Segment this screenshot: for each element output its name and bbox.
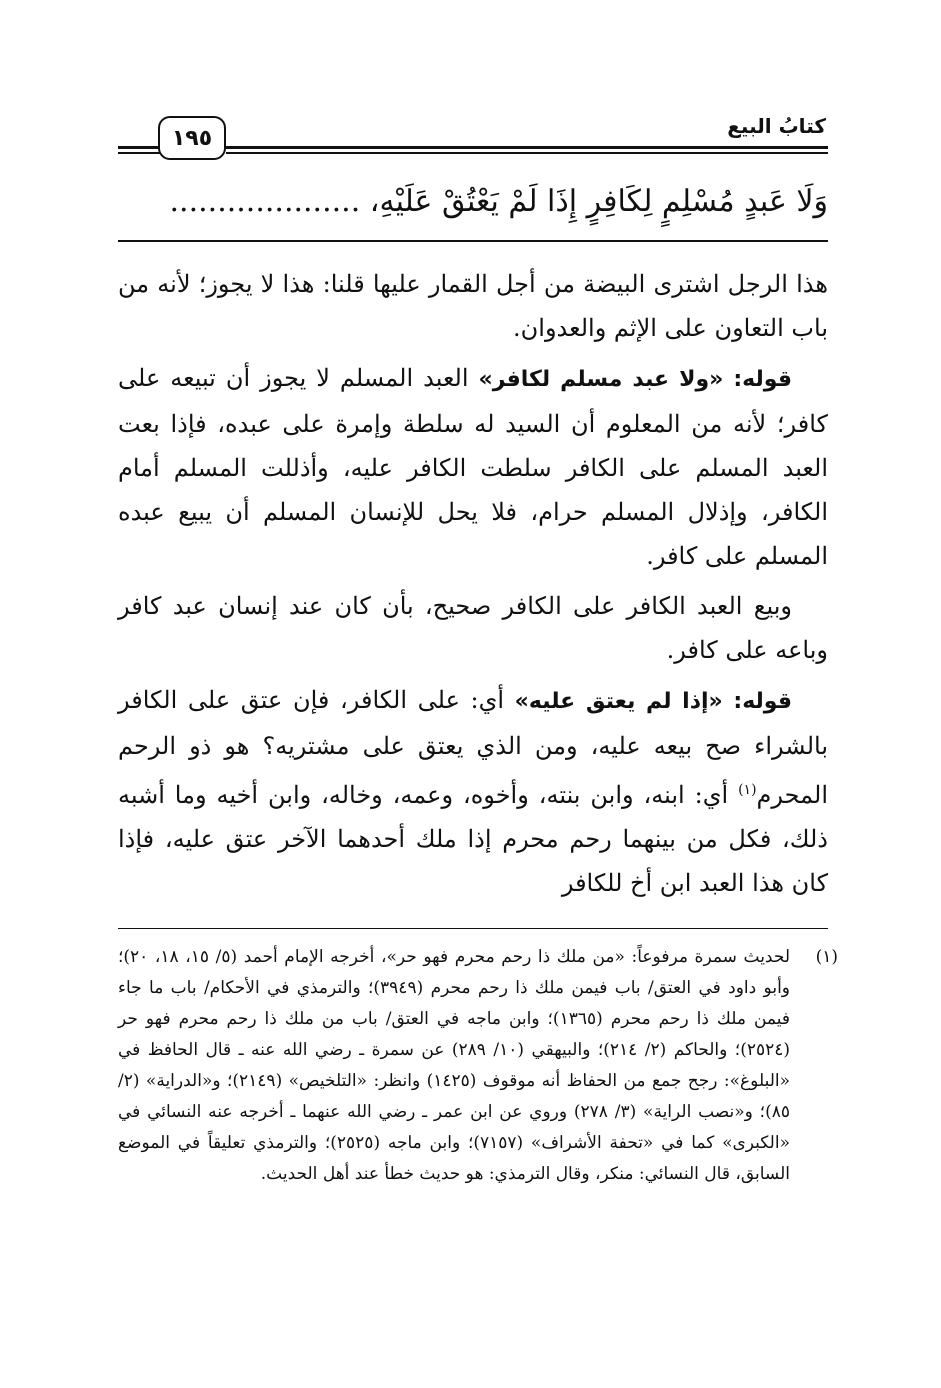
chapter-title: كتابُ البيع <box>727 114 826 138</box>
footnote <box>118 942 838 1190</box>
matn-dots: .................... <box>169 184 361 219</box>
page-number-box <box>158 116 226 160</box>
footnote-number: (١) <box>815 947 838 967</box>
paragraph-lead: قوله: «إذا لم يعتق عليه» <box>514 689 792 714</box>
paragraph-text: العبد المسلم لا يجوز أن تبيعه على كافر؛ لأنه من المعلوم أن السيد له سلطة وإمرة على عبده، فإذا بعت العبد المسلم على الكافر سلطت الكافر عليه، وأذللت المسلم أمام الكافر، وإذلال المسلم حرام، فلا يحل للإنسان المسلم أن يبيع عبده المسلم على كافر. <box>118 364 828 570</box>
matn-text: وَلَا عَبدٍ مُسْلِمٍ لِكَافِرٍ إِذَا لَمْ يَعْتُقْ عَلَيْهِ، <box>369 184 828 219</box>
paragraph-text: وبيع العبد الكافر على الكافر صحيح، بأن كان عند إنسان عبد كافر وباعه على كافر. <box>118 592 828 664</box>
paragraph-text: أي: على الكافر، فإن عتق على الكافر بالشراء صح بيعه عليه، ومن الذي يعتق على مشتريه؟ هو ذو الرحم المحرم <box>118 686 828 809</box>
matn-verse <box>118 180 828 224</box>
commentary-body <box>118 262 828 911</box>
page-number: ١٩٥ <box>171 125 213 151</box>
paragraph-3 <box>118 584 828 672</box>
header-rule-left-bottom <box>118 152 160 154</box>
matn-divider <box>118 240 828 242</box>
paragraph-text-cont: أي: ابنه، وابن بنته، وأخوه، وعمه، وخاله، وابن أخيه وما أشبه ذلك، فكل من بينهما رحم محرم إذا ملك أحدهما الآخر عتق عليه، فإذا كان هذا العبد ابن أخ للكافر <box>118 781 828 897</box>
paragraph-4 <box>118 678 828 905</box>
footnote-divider <box>118 928 828 929</box>
page-header <box>118 112 828 162</box>
paragraph-text: هذا الرجل اشترى البيضة من أجل القمار عليها قلنا: هذا لا يجوز؛ لأنه من باب التعاون على الإثم والعدوان. <box>118 270 828 342</box>
footnote-text: لحديث سمرة مرفوعاً: «من ملك ذا رحم محرم فهو حر»، أخرجه الإمام أحمد (٥/ ١٥، ١٨، ٢٠)؛ وأبو داود في العتق/ باب فيمن ملك ذا رحم محرم (٣٩٤٩)؛ والترمذي في الأحكام/ باب ما جاء فيمن ملك ذا رحم محرم (١٣٦٥)؛ وابن ماجه في العتق/ باب من ملك ذا رحم محرم فهو حر (٢٥٢٤)؛ والحاكم (٢/ ٢١٤)؛ والبيهقي (١٠/ ٢٨٩) عن سمرة ـ رضي الله عنه ـ قال الحافظ في «البلوغ»: رجح جمع من الحفاظ أنه موقوف (١٤٢٥) وانظر: «التلخيص» (٢١٤٩)؛ و«الدراية» (٢/ ٨٥)؛ و«نصب الراية» (٣/ ٢٧٨) وروي عن ابن عمر ـ رضي الله عنهما ـ أخرجه عنه النسائي في «الكبرى» كما في «تحفة الأشراف» (٧١٥٧)؛ وابن ماجه (٢٥٢٥)؛ والترمذي تعليقاً في الموضع السابق، قال النسائي: منكر، وقال الترمذي: هو حديث خطأ عند أهل الحديث. <box>118 947 791 1184</box>
footnote-marker[interactable]: (١) <box>738 782 757 798</box>
paragraph-lead: قوله: «ولا عبد مسلم لكافر» <box>478 367 792 392</box>
header-rule-left-top <box>118 146 160 149</box>
header-rule-top <box>226 146 828 149</box>
paragraph-2 <box>118 356 828 578</box>
paragraph-1 <box>118 262 828 350</box>
header-rule-bottom <box>226 152 828 154</box>
